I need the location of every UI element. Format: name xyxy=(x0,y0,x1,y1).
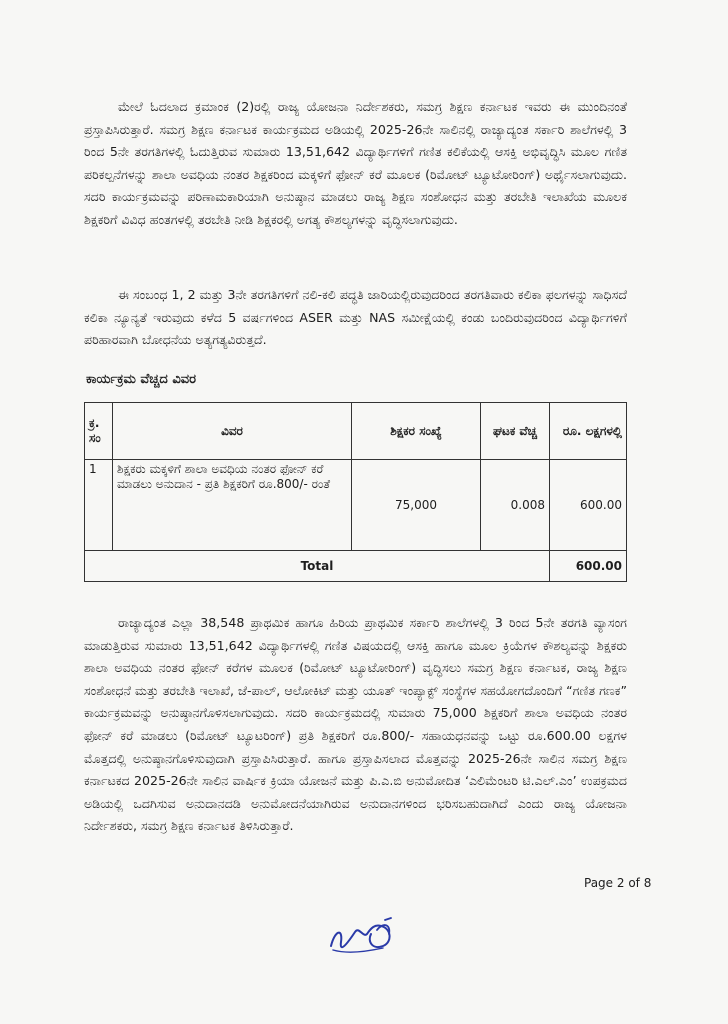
cost-table xyxy=(84,402,627,582)
paragraph-1: ಮೇಲೆ ಓದಲಾದ ಕ್ರಮಾಂಕ (2)ರಲ್ಲಿ ರಾಜ್ಯ ಯೋಜನಾ ನಿರ್ದೇಶಕರು, ಸಮಗ್ರ ಶಿಕ್ಷಣ ಕರ್ನಾಟಕ ಇವರು ಈ ಮುಂದಿನಂತೆ ಪ್ರಸ್ತಾಪಿಸಿರುತ್ತಾರೆ. ಸಮಗ್ರ ಶಿಕ್ಷಣ ಕರ್ನಾಟಕ ಕಾರ್ಯಕ್ರಮದ ಅಡಿಯಲ್ಲಿ 2025-26ನೇ ಸಾಲಿನಲ್ಲಿ ರಾಜ್ಯಾದ್ಯಂತ ಸರ್ಕಾರಿ ಶಾಲೆಗಳಲ್ಲಿ 3 ರಿಂದ 5ನೇ ತರಗತಿಗಳಲ್ಲಿ ಓದುತ್ತಿರುವ ಸುಮಾರು 13,51,642 ವಿದ್ಯಾರ್ಥಿಗಳಿಗೆ ಗಣಿತ ಕಲಿಕೆಯಲ್ಲಿ ಆಸಕ್ತಿ ಅಭಿವೃದ್ಧಿಸಿ ಮೂಲ ಗಣಿತ ಪರಿಕಲ್ಪನೆಗಳನ್ನು ಶಾಲಾ ಅವಧಿಯ ನಂತರ ಶಿಕ್ಷಕರಿಂದ ಮಕ್ಕಳಿಗೆ ಫೋನ್ ಕರೆ ಮೂಲಕ (ರಿಮೋಟ್ ಟ್ಯೂಟೋರಿಂಗ್) ಅರ್ಥೈಸಲಾಗುವುದು. ಸದರಿ ಕಾರ್ಯಕ್ರಮವನ್ನು ಪರಿಣಾಮಕಾರಿಯಾಗಿ ಅನುಷ್ಠಾನ ಮಾಡಲು ರಾಜ್ಯ ಶಿಕ್ಷಣ ಸಂಶೋಧನ ಮತ್ತು ತರಬೇತಿ ಇಲಾಖೆಯ ಮೂಲಕ ಶಿಕ್ಷಕರಿಗೆ ವಿವಿಧ ಹಂತಗಳಲ್ಲಿ ತರಬೇತಿ ನೀಡಿ ಶಿಕ್ಷಕರಲ್ಲಿ ಅಗತ್ಯ ಕೌಶಲ್ಯಗಳನ್ನು ವೃದ್ಧಿಸಲಾಗುವುದು. xyxy=(84,99,627,227)
total-amount: 600.00 xyxy=(550,550,627,581)
page-number: Page 2 of 8 xyxy=(584,876,652,890)
table-row xyxy=(85,460,627,551)
table-heading: ಕಾರ್ಯಕ್ರಮ ವೆಚ್ಚದ ವಿವರ xyxy=(86,372,196,387)
cell-amount: 600.00 xyxy=(550,460,627,551)
total-label: Total xyxy=(85,550,550,581)
paragraph-2: ಈ ಸಂಬಂಧ 1, 2 ಮತ್ತು 3ನೇ ತರಗತಿಗಳಿಗೆ ನಲಿ-ಕಲಿ ಪದ್ಧತಿ ಜಾರಿಯಲ್ಲಿರುವುದರಿಂದ ತರಗತಿವಾರು ಕಲಿಕಾ ಫಲಗಳನ್ನು ಸಾಧಿಸದೆ ಕಲಿಕಾ ನ್ಯೂನ್ಯತೆ ಇರುವುದು ಕಳೆದ 5 ವರ್ಷಗಳಿಂದ ASER ಮತ್ತು NAS ಸಮೀಕ್ಷೆಯಲ್ಲಿ ಕಂಡು ಬಂದಿರುವುದರಿಂದ ವಿದ್ಯಾರ್ಥಿಗಳಿಗೆ ಪರಿಹಾರವಾಗಿ ಬೋಧನೆಯ ಅತ್ಯಗತ್ಯವಿರುತ್ತದೆ. xyxy=(84,287,627,348)
header-serial: ಕ್ರ. ಸಂ xyxy=(85,403,113,460)
signature xyxy=(325,908,400,958)
paragraph-3: ರಾಜ್ಯಾದ್ಯಂತ ಎಲ್ಲಾ 38,548 ಪ್ರಾಥಮಿಕ ಹಾಗೂ ಹಿರಿಯ ಪ್ರಾಥಮಿಕ ಸರ್ಕಾರಿ ಶಾಲೆಗಳಲ್ಲಿ 3 ರಿಂದ 5ನೇ ತರಗತಿ ವ್ಯಾಸಂಗ ಮಾಡುತ್ತಿರುವ ಸುಮಾರು 13,51,642 ವಿದ್ಯಾರ್ಥಿಗಳಲ್ಲಿ ಗಣಿತ ವಿಷಯದಲ್ಲಿ ಆಸಕ್ತಿ ಹಾಗೂ ಮೂಲ ಕ್ರಿಯೆಗಳ ಕೌಶಲ್ಯವನ್ನು ಶಿಕ್ಷಕರು ಶಾಲಾ ಅವಧಿಯ ನಂತರ ಫೋನ್ ಕರೆಗಳ ಮೂಲಕ (ರಿಮೋಟ್ ಟ್ಯೂಟೋರಿಂಗ್) ವೃದ್ಧಿಸಲು ಸಮಗ್ರ ಶಿಕ್ಷಣ ಕರ್ನಾಟಕ, ರಾಜ್ಯ ಶಿಕ್ಷಣ ಸಂಶೋಧನೆ ಮತ್ತು ತರಬೇತಿ ಇಲಾಖೆ, ಜೆ-ಪಾಲ್, ಆಲೋಕಿಟ್ ಮತ್ತು ಯೂತ್ ಇಂಪ್ಯಾಕ್ಟ್ ಸಂಸ್ಥೆಗಳ ಸಹಯೋಗದೊಂದಿಗೆ “ಗಣಿತ ಗಣಕ” ಕಾರ್ಯಕ್ರಮವನ್ನು ಅನುಷ್ಠಾನಗೊಳಿಸಲಾಗುವುದು. ಸದರಿ ಕಾರ್ಯಕ್ರಮದಲ್ಲಿ ಸುಮಾರು 75,000 ಶಿಕ್ಷಕರಿಗೆ ಶಾಲಾ ಅವಧಿಯ ನಂತರ ಫೋನ್ ಕರೆ ಮಾಡಲು (ರಿಮೋಟ್ ಟ್ಯೂಟರಿಂಗ್) ಪ್ರತಿ ಶಿಕ್ಷಕರಿಗೆ ರೂ.800/- ಸಹಾಯಧನವನ್ನು ಒಟ್ಟು ರೂ.600.00 ಲಕ್ಷಗಳ ಮೊತ್ತದಲ್ಲಿ ಅನುಷ್ಠಾನಗೊಳಿಸುವುದಾಗಿ ಪ್ರಸ್ತಾಪಿಸಿರುತ್ತಾರೆ. ಹಾಗೂ ಪ್ರಸ್ತಾಪಿಸಲಾದ ಮೊತ್ತವನ್ನು 2025-26ನೇ ಸಾಲಿನ ಸಮಗ್ರ ಶಿಕ್ಷಣ ಕರ್ನಾಟಕದ 2025-26ನೇ ಸಾಲಿನ ವಾರ್ಷಿಕ ಕ್ರಿಯಾ ಯೋಜನೆ ಮತ್ತು ಪಿ.ಎ.ಬಿ ಅನುಮೋದಿತ ‘ಎಲಿಮೆಂಟರಿ ಟಿ.ಎಲ್.ಎಂ’ ಉಪಕ್ರಮದ ಅಡಿಯಲ್ಲಿ ಒದಗಿಸುವ ಅನುದಾನದಡಿ ಅನುಮೋದನೆಯಾಗಿರುವ ಅನುದಾನಗಳಿಂದ ಭರಿಸಬಹುದಾಗಿದೆ ಎಂದು ರಾಜ್ಯ ಯೋಜನಾ ನಿರ್ದೇಶಕರು, ಸಮಗ್ರ ಶಿಕ್ಷಣ ಕರ್ನಾಟಕ ತಿಳಿಸಿರುತ್ತಾರೆ. xyxy=(84,615,627,834)
header-teachers: ಶಿಕ್ಷಕರ ಸಂಖ್ಯೆ xyxy=(352,403,481,460)
cell-description: ಶಿಕ್ಷಕರು ಮಕ್ಕಳಿಗೆ ಶಾಲಾ ಅವಧಿಯ ನಂತರ ಫೋನ್ ಕರೆ ಮಾಡಲು ಅನುದಾನ - ಪ್ರತಿ ಶಿಕ್ಷಕರಿಗೆ ರೂ.800/- ರಂತೆ xyxy=(113,460,352,551)
cell-teachers: 75,000 xyxy=(352,460,481,551)
table-header-row xyxy=(85,403,627,460)
cell-unit-cost: 0.008 xyxy=(481,460,550,551)
header-amount: ರೂ. ಲಕ್ಷಗಳಲ್ಲಿ xyxy=(550,403,627,460)
total-row xyxy=(85,550,627,581)
header-unit-cost: ಘಟಕ ವೆಚ್ಚ xyxy=(481,403,550,460)
header-description: ವಿವರ xyxy=(113,403,352,460)
cell-serial: 1 xyxy=(85,460,113,551)
